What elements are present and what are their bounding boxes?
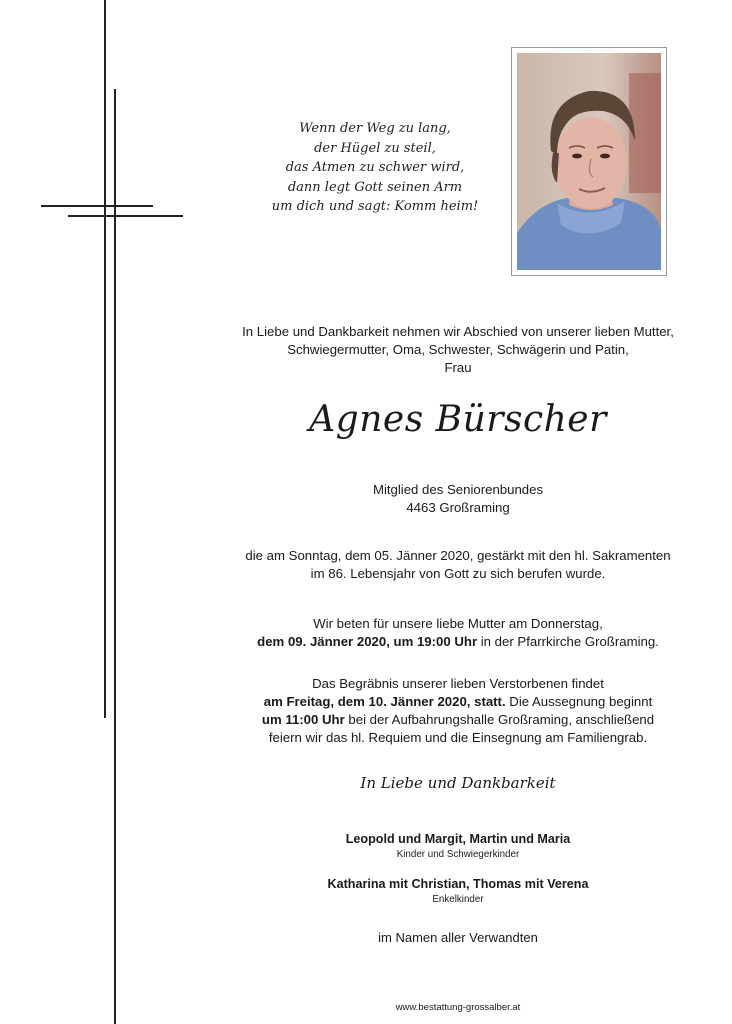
funeral-date: am Freitag, dem 10. Jänner 2020, statt. bbox=[263, 694, 506, 709]
death-notice-line: die am Sonntag, dem 05. Jänner 2020, gestärkt mit den hl. Sakramenten bbox=[245, 548, 671, 563]
prayer-location: in der Pfarrkirche Großraming. bbox=[477, 634, 659, 649]
intro-line: Frau bbox=[444, 360, 472, 375]
website-link[interactable]: www.bestattung-grossalber.at bbox=[395, 1002, 521, 1013]
prayer-line bbox=[180, 633, 732, 651]
death-notice-line: im 86. Lebensjahr von Gott zu sich berufen wurde. bbox=[310, 566, 606, 581]
poem-line: Wenn der Weg zu lang, bbox=[299, 121, 451, 136]
intro-line: In Liebe und Dankbarkeit nehmen wir Abschied von unserer lieben Mutter, bbox=[242, 324, 674, 339]
portrait-image bbox=[517, 53, 661, 270]
portrait-photo bbox=[511, 47, 667, 276]
family-role: Enkelkinder bbox=[432, 894, 484, 905]
closing-phrase: In Liebe und Dankbarkeit bbox=[360, 774, 556, 792]
intro-text bbox=[180, 323, 732, 377]
intro-line: Schwiegermutter, Oma, Schwester, Schwägerin und Patin, bbox=[287, 342, 629, 357]
cross-long-vertical-line bbox=[104, 0, 106, 718]
cross-upper-horizontal-line bbox=[41, 205, 153, 207]
funeral-text: bei der Aufbahrungshalle Großraming, anschließend bbox=[344, 712, 655, 727]
funeral-notice bbox=[180, 675, 732, 747]
funeral-line bbox=[180, 711, 732, 729]
funeral-line bbox=[180, 693, 732, 711]
family-group bbox=[180, 877, 732, 907]
location-line: 4463 Großraming bbox=[406, 500, 510, 515]
family-names: Katharina mit Christian, Thomas mit Verena bbox=[327, 877, 589, 891]
prayer-notice bbox=[180, 615, 732, 651]
funeral-time: um 11:00 Uhr bbox=[261, 712, 345, 727]
relatives-line: im Namen aller Verwandten bbox=[378, 930, 538, 945]
funeral-line: Das Begräbnis unserer lieben Verstorbenen findet bbox=[312, 676, 604, 691]
prayer-line: Wir beten für unsere liebe Mutter am Donnerstag, bbox=[313, 616, 603, 631]
family-role: Kinder und Schwiegerkinder bbox=[396, 849, 520, 860]
prayer-date: dem 09. Jänner 2020, um 19:00 Uhr bbox=[257, 634, 478, 649]
membership-line: Mitglied des Seniorenbundes bbox=[372, 482, 544, 497]
cross-lower-horizontal-line bbox=[68, 215, 183, 217]
deceased-name: Agnes Bürscher bbox=[309, 399, 607, 440]
cross-short-vertical-line bbox=[114, 89, 116, 1024]
poem-line: das Atmen zu schwer wird, bbox=[285, 160, 465, 175]
poem bbox=[255, 119, 495, 217]
poem-line: der Hügel zu steil, bbox=[314, 140, 436, 156]
family-group bbox=[180, 832, 732, 862]
membership-info bbox=[180, 481, 732, 517]
family-names: Leopold und Margit, Martin und Maria bbox=[345, 832, 571, 846]
poem-line: dann legt Gott seinen Arm bbox=[287, 179, 463, 195]
poem-line: um dich und sagt: Komm heim! bbox=[271, 199, 479, 214]
death-notice bbox=[180, 547, 732, 583]
funeral-text: Die Aussegnung beginnt bbox=[505, 694, 653, 709]
funeral-line: feiern wir das hl. Requiem und die Einsegnung am Familiengrab. bbox=[268, 730, 648, 745]
